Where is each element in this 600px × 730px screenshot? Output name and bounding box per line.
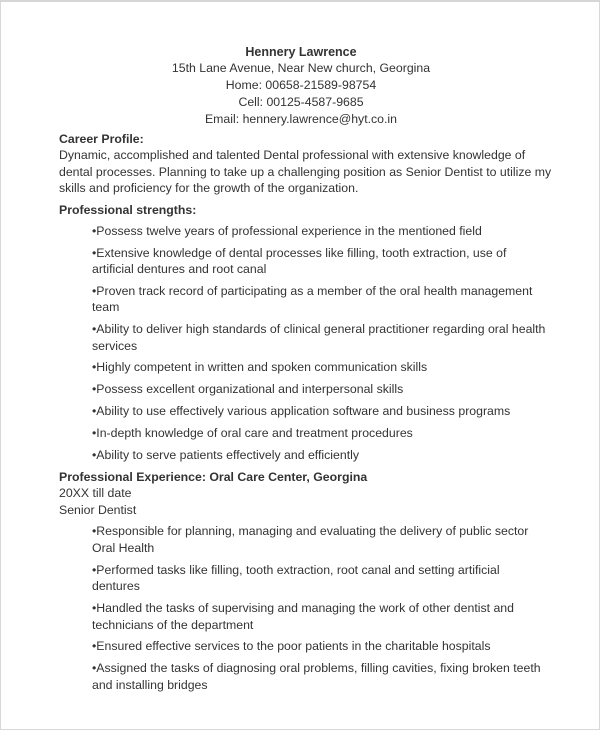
home-phone: Home: 00658-21589-98754 xyxy=(225,78,377,92)
list-item: •Possess twelve years of professional experience in the mentioned field xyxy=(92,223,482,238)
list-item: •Ability to use effectively various application software and business programs xyxy=(92,404,511,419)
list-item: •Assigned the tasks of diagnosing oral problems, filling cavities, fixing broken teeth and installing bridges xyxy=(92,661,541,692)
list-item: •In-depth knowledge of oral care and treatment procedures xyxy=(92,425,413,440)
address: 15th Lane Avenue, Near New church, Georgina xyxy=(171,61,431,75)
list-item: •Highly competent in written and spoken communication skills xyxy=(92,360,428,375)
contact-header xyxy=(1,44,600,128)
list-item: •Ensured effective services to the poor patients in the charitable hospitals xyxy=(92,639,491,654)
list-item: •Ability to deliver high standards of clinical general practitioner regarding oral health services xyxy=(92,322,546,353)
experience-period: 20XX till date xyxy=(59,486,132,501)
experience-list xyxy=(59,523,559,693)
list-item: •Extensive knowledge of dental processes like filling, tooth extraction, use of artificial dentures and root canal xyxy=(92,245,507,277)
list-item: •Handled the tasks of supervising and managing the work of other dentist and technicians of the department xyxy=(92,601,514,632)
experience-heading: Professional Experience: Oral Care Center, Georgina xyxy=(59,470,368,485)
list-item: •Proven track record of participating as a member of the oral health management team xyxy=(92,283,533,315)
list-item: •Ability to serve patients effectively and efficiently xyxy=(92,447,360,462)
list-item: •Possess excellent organizational and interpersonal skills xyxy=(92,382,404,397)
experience-role: Senior Dentist xyxy=(59,502,137,517)
email: Email: hennery.lawrence@hyt.co.in xyxy=(204,112,397,126)
candidate-name: Hennery Lawrence xyxy=(245,45,357,59)
list-item: •Responsible for planning, managing and evaluating the delivery of public sector Oral Health xyxy=(92,524,529,555)
resume-body xyxy=(59,131,559,693)
list-item: •Performed tasks like filling, tooth extraction, root canal and setting artificial dentures xyxy=(92,562,500,594)
career-profile-text: Dynamic, accomplished and talented Dental professional with extensive knowledge of dental processes. Planning to take up a challenging position as Senior Dentist to utilize my skills and proficiency for the growth of the organization. xyxy=(59,148,552,195)
strengths-heading: Professional strengths: xyxy=(59,202,197,217)
career-profile-heading: Career Profile: xyxy=(59,132,144,146)
strengths-list xyxy=(59,223,559,463)
cell-phone: Cell: 00125-4587-9685 xyxy=(238,95,364,109)
